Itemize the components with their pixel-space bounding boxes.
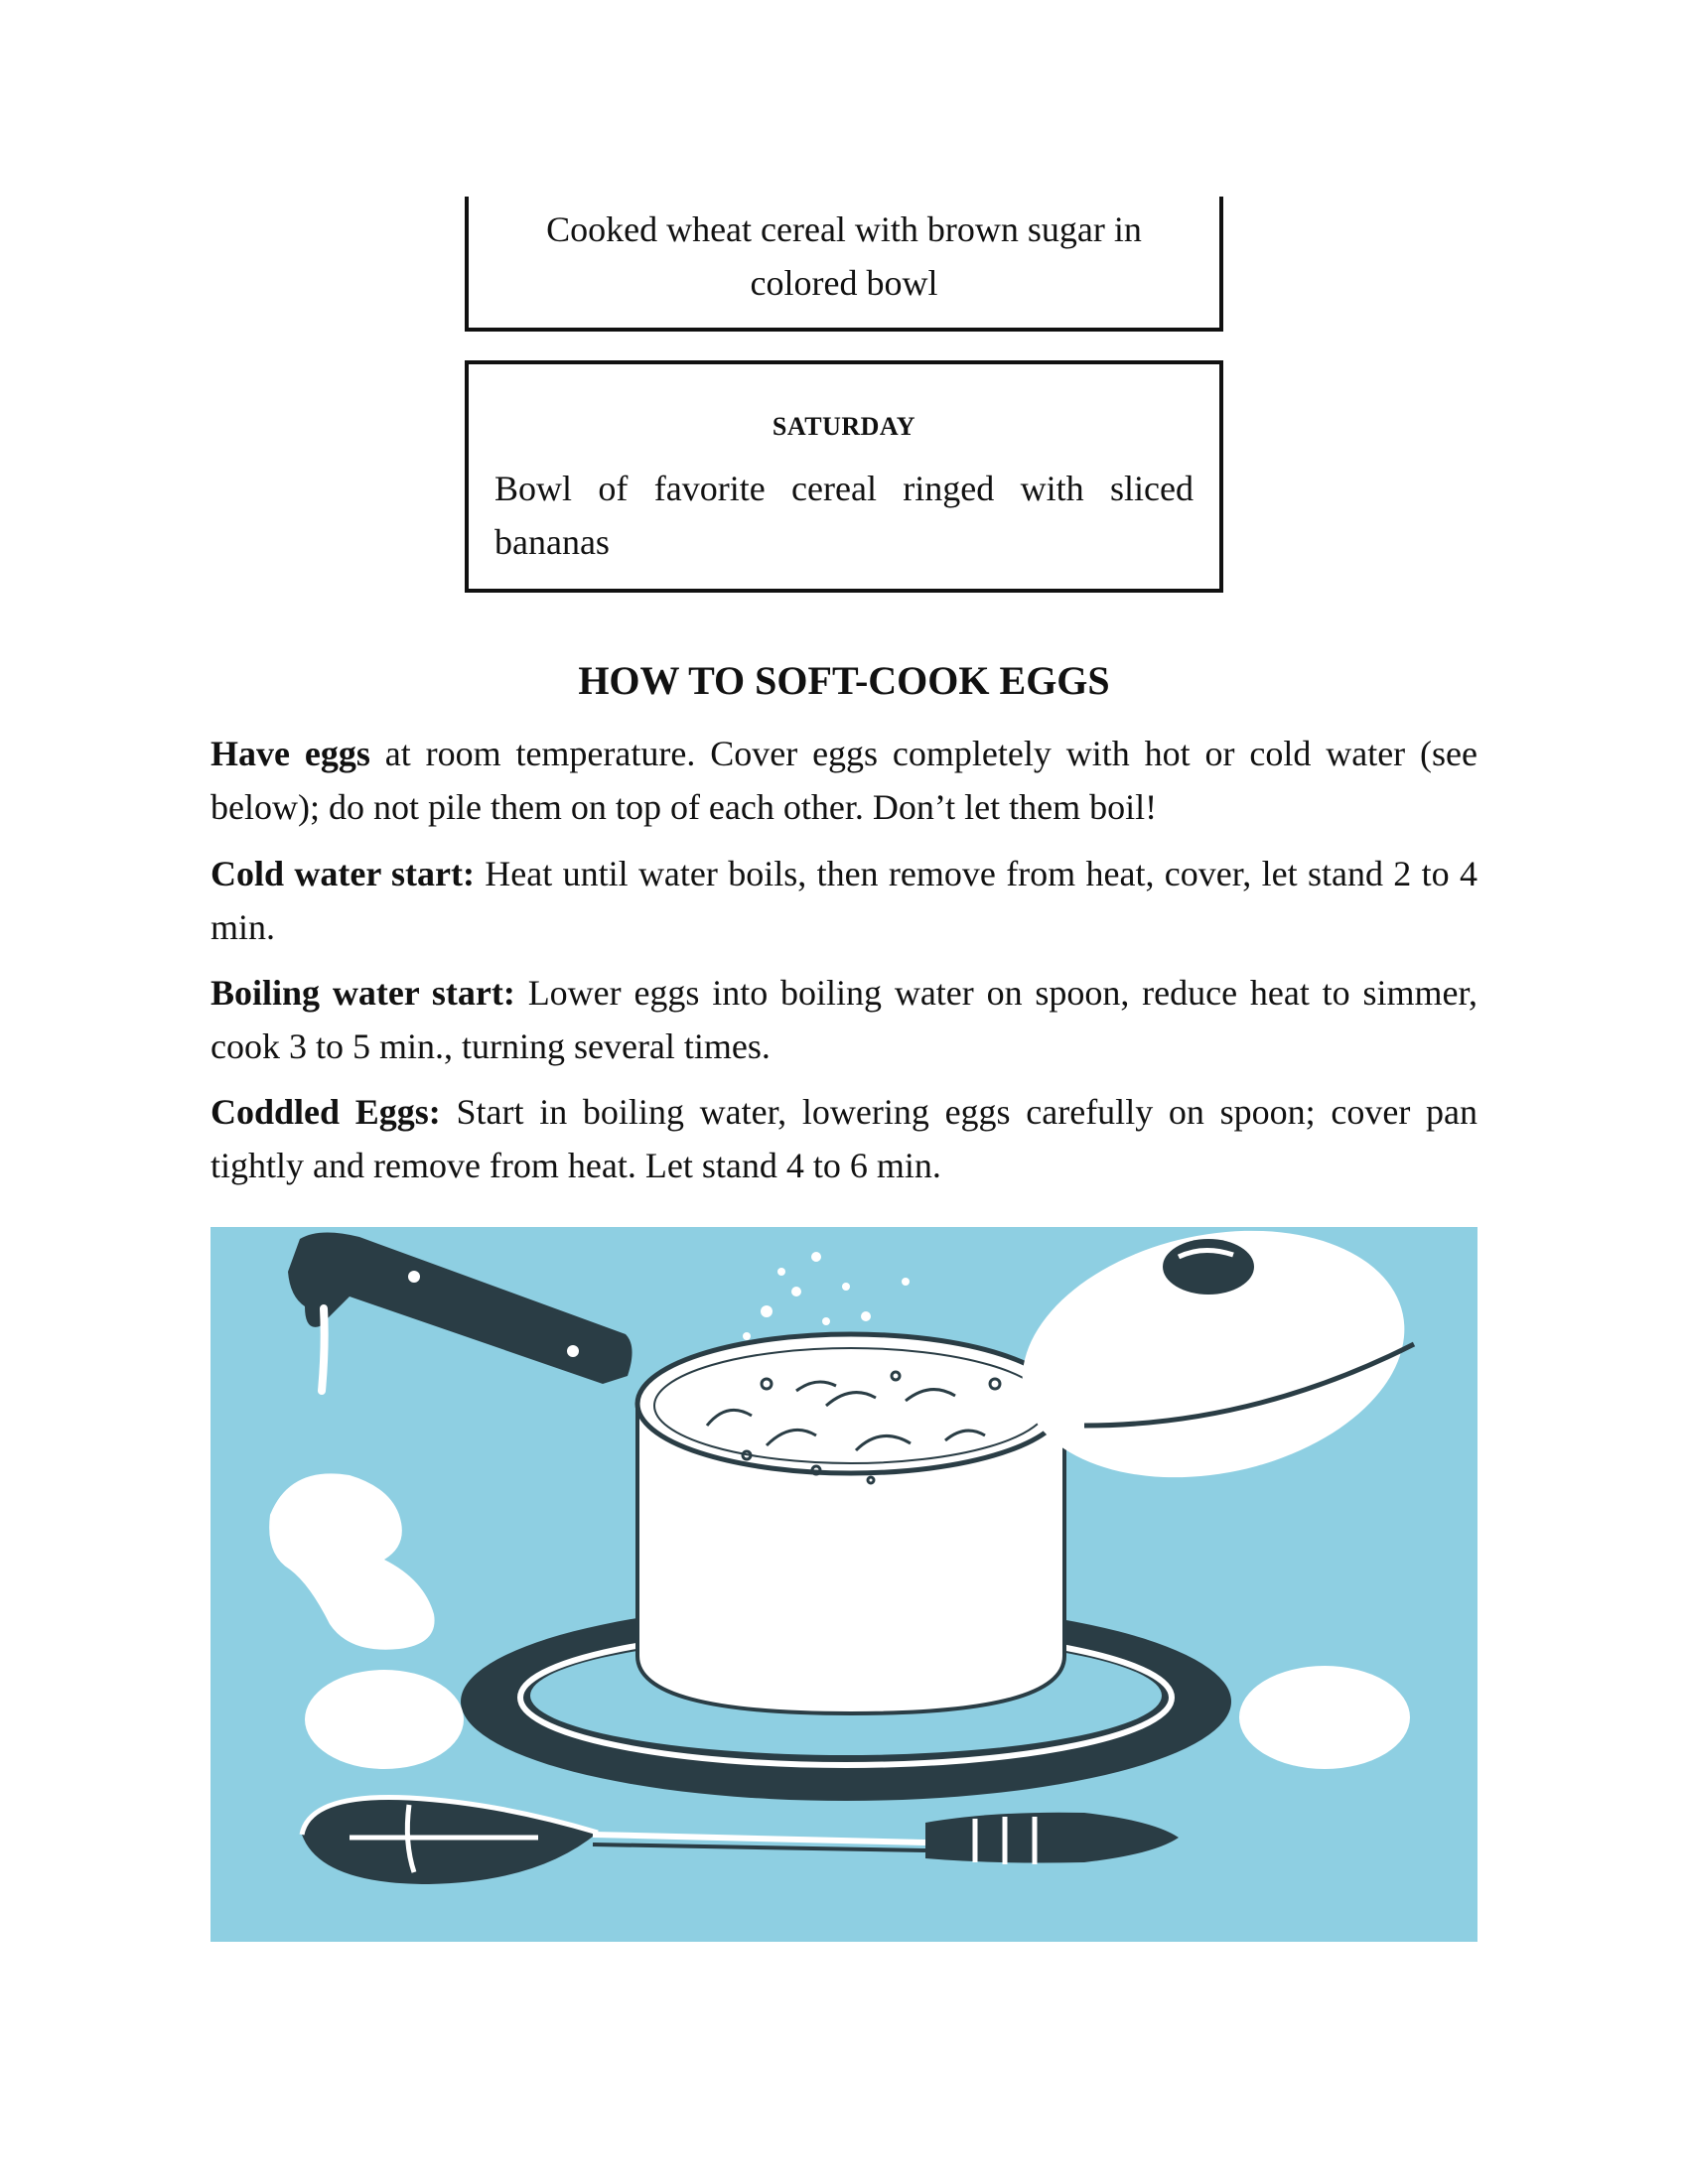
instruction-text: Lower eggs into boiling water on spoon, reduce heat to simmer, cook 3 to 5 min., turning several times. (211, 973, 1477, 1066)
instruction-text: Heat until water boils, then remove from heat, cover, let stand 2 to 4 min. (211, 854, 1477, 947)
menu-box-saturday (465, 360, 1223, 593)
menu-box-previous (465, 197, 1223, 332)
instruction-lead: Boiling water start: (211, 973, 515, 1013)
pot-water (654, 1348, 1048, 1463)
pot-lid-knob (1163, 1239, 1254, 1295)
pot-handle-drip (322, 1308, 325, 1391)
menu-box-previous-text: Cooked wheat cereal with brown sugar in colored bowl (546, 209, 1142, 303)
instruction-lead: Have eggs (211, 734, 370, 773)
egg-cooking-illustration (211, 1227, 1477, 1942)
pot-handle-rivet (567, 1345, 579, 1357)
instruction-paragraph (211, 966, 1477, 1073)
pot-handle-rivet (408, 1271, 420, 1283)
instruction-paragraph (211, 847, 1477, 954)
menu-box-saturday-text: Bowl of favorite cereal ringed with sliced bananas (494, 469, 1194, 562)
instruction-paragraph (211, 727, 1477, 834)
instruction-text: Start in boiling water, lowering eggs carefully on spoon; cover pan tightly and remove from heat. Let stand 4 to 6 min. (211, 1092, 1477, 1185)
instruction-lead: Cold water start: (211, 854, 475, 893)
instruction-lead: Coddled Eggs: (211, 1092, 441, 1132)
egg-right (1239, 1666, 1410, 1769)
egg-left-lower (305, 1670, 464, 1769)
instruction-paragraph (211, 1085, 1477, 1192)
menu-box-saturday-heading: SATURDAY (772, 412, 916, 441)
section-title: HOW TO SOFT-COOK EGGS (578, 658, 1110, 703)
instruction-text: at room temperature. Cover eggs completely with hot or cold water (see below); do not pile them on top of each other. Don’t let them boil! (211, 734, 1477, 827)
